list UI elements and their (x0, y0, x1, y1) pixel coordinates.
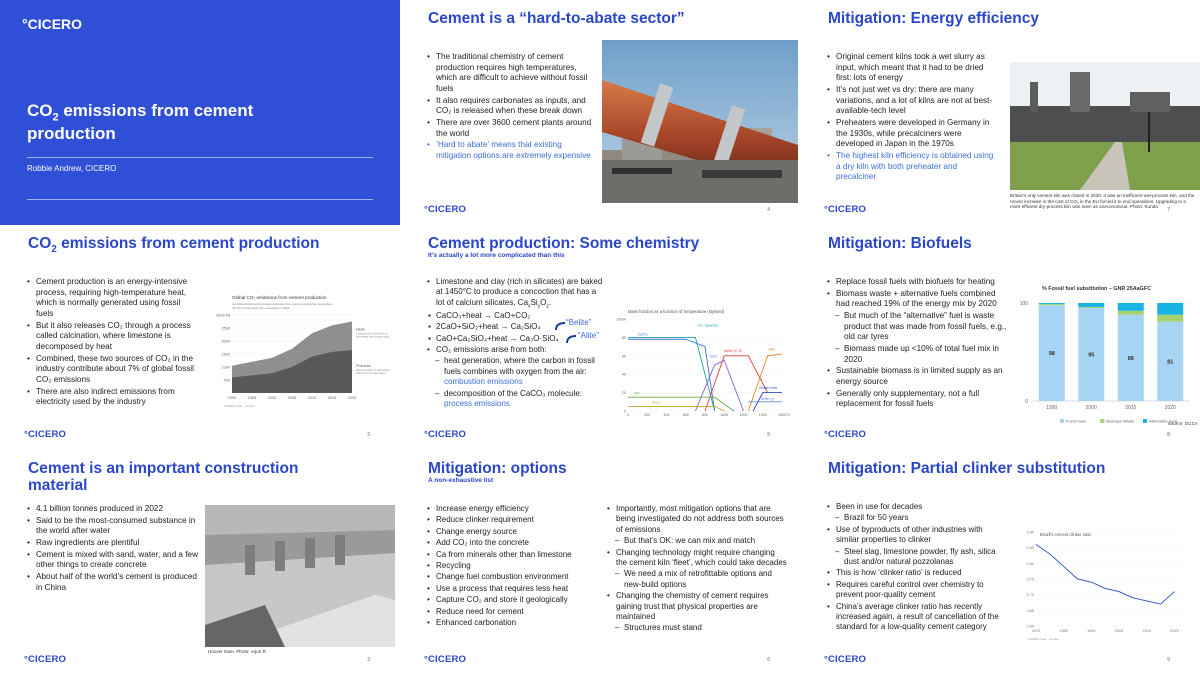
x-tick-label: 600 (682, 413, 689, 417)
bar-segment-biomass-waste (1157, 315, 1183, 322)
x-tick-label: 2005 (287, 396, 297, 400)
cicero-logo: °CICERO (424, 429, 467, 440)
cicero-logo: °CICERO (424, 654, 467, 665)
slide-title: Mitigation: Partial clinker substitution (828, 460, 1106, 477)
series-line (1036, 545, 1174, 605)
bullet: • Said to be the most-consumed substance in the world after water (27, 516, 199, 537)
series-line (628, 397, 734, 411)
bullet: • It’s not just wet vs dry: there are many variations, and a lot of kilns are not at best-available-tech level (827, 85, 999, 117)
y-tick-label: 20 (621, 391, 626, 396)
belite-bracket-icon (555, 321, 567, 331)
slide-biofuels[interactable] (800, 225, 1200, 450)
cicero-logo: °CICERO (824, 204, 867, 215)
rotary-kiln-photo (602, 40, 798, 203)
cover-divider-bottom (27, 199, 373, 200)
bullet: • Reduce clinker requirement (427, 515, 602, 525)
cicero-logo: °CICERO (424, 204, 467, 215)
y-tick-label: 0.80 (1026, 561, 1034, 566)
bullet: • It also requires carbonates as inputs, and CO₂ is released when these break down (427, 96, 599, 117)
legend-label: Biomass Waste (1106, 418, 1135, 424)
cover-author: Robbie Andrew, CICERO (27, 164, 117, 173)
y-tick-label: 0.65 (1026, 608, 1034, 613)
series-note-heat: Combustion of fuels and ot (356, 332, 387, 336)
sub-bullet: – heat generation, where the carbon in fossil fuels combines with oxygen from the air: combustion emissions (427, 356, 605, 387)
x-tick-label: 800 (702, 413, 708, 417)
sub-bullet: – But much of the “alternative” fuel is waste product that was made from fossil fuels, e.g., old car tyres (827, 311, 1007, 343)
bullet: • About half of the world’s cement is produced in China (27, 572, 199, 593)
slide-chemistry[interactable] (400, 225, 800, 450)
bullet: • Ca from minerals other than limestone (427, 550, 602, 560)
photo-caption: Hoover Dam. Photo: Arjun R (208, 649, 266, 654)
legend-label: Alternative fuels (1149, 418, 1178, 424)
series-label: CaCO₃ (637, 332, 649, 337)
y-tick-label: 1000 (221, 365, 230, 370)
alite-bracket-icon (566, 334, 578, 344)
cover-title: $CO_2$ emissions from cement production (27, 101, 254, 144)
bar-segment-alternative-fuels (1039, 303, 1065, 304)
data-label: 81 (1167, 359, 1174, 366)
page-number: 4 (767, 207, 770, 213)
sub-bullet: – decomposition of the CaCO₃ molecule: process emissions (427, 389, 605, 410)
mass-fraction-line-chart (612, 307, 796, 427)
x-tick-label: 1000 (720, 413, 729, 417)
chart-title: Global CO₂ emissions from cement production (232, 295, 327, 300)
bullet: • Biomass waste + alternative fuels combined had reached 19% of the energy mix by 2020 (827, 289, 1007, 310)
series-line (628, 339, 715, 411)
chart-title: Brazil's cement clinker ratio (1040, 532, 1091, 537)
bullet: • There are over 3600 cement plants around the world (427, 118, 599, 139)
bar-segment-biomass-waste (1039, 304, 1065, 305)
x-tick-label: 2020 (1170, 629, 1179, 633)
y-tick-label: 0.85 (1026, 546, 1034, 551)
bullet: • Recycling (427, 561, 602, 571)
page-number: 7 (1167, 207, 1170, 213)
bullet: • Combined, these two sources of CO₂ in the industry contribute about 7% of global fossil CO₂ emissions (27, 354, 199, 386)
y-tick-label: 2000 (221, 339, 230, 344)
bullet: • This is how ‘clinker ratio’ is reduced (827, 568, 999, 578)
y-tick-label: 0.90 (1026, 530, 1034, 535)
legend-swatch (1060, 419, 1064, 423)
series-label: Clinker melt (758, 385, 777, 390)
x-tick-label: 1990 (1087, 629, 1096, 633)
bar-segment-biomass-waste (1118, 311, 1144, 315)
cicero-logo: °CICERO (22, 16, 83, 32)
series-label: Belite (C₂S) (724, 349, 742, 354)
x-tick-label: 2000 (1114, 629, 1124, 633)
slide-title: Cement production: Some chemistry (428, 235, 700, 252)
x-axis-label: °C (786, 413, 791, 417)
x-tick-label: 2010 (1142, 629, 1151, 633)
photo-caption: Britain’s only cement kiln was closed in 2020. It was an inefficient wet-process kiln, and the recent increase in the cost of CO₂ in the EU forced it to end operations. Upgrading to a more efficient dry-process kiln was seen as uneconomical. Photo: Kunda (1010, 193, 1195, 210)
bullet: • Raw ingredients are plentiful (27, 538, 199, 549)
bar-segment-alternative-fuels (1118, 303, 1144, 311)
bullet: • Use of byproducts of other industries with similar properties to clinker (827, 525, 999, 546)
sub-bullet: – Biomass made up <10% of total fuel mix in 2020 (827, 344, 1007, 365)
bullet: • The highest kiln efficiency is obtained using a dry kiln with both preheater and precalciner (827, 151, 999, 183)
sub-bullet: – Structures must stand (607, 623, 787, 633)
x-tick-label: 1400 (758, 413, 767, 417)
slide-title: Cement is a “hard-to-abate sector” (428, 10, 685, 27)
bullet: • Increase energy efficiency (427, 504, 602, 514)
bar-segment-biomass-waste (1078, 307, 1104, 308)
bullet: • Requires careful control over chemistry to prevent poor-quality cement (827, 580, 999, 601)
page-number: 5 (767, 432, 770, 438)
slide-title: Mitigation: Biofuels (828, 235, 972, 252)
reaction-calcination: ▪ CaCO₃+heat → CaO+CO₂ (427, 311, 605, 321)
notes-list (607, 504, 787, 635)
bullet: • The traditional chemistry of cement production requires high temperatures, which are difficult to achieve without fossil fuels (427, 52, 599, 95)
series-label: CO₂ released (697, 323, 718, 328)
slide-title: Mitigation: Energy efficiency (828, 10, 1040, 27)
page-number: 6 (767, 657, 770, 663)
legend-swatch (1143, 419, 1147, 423)
reaction-belite: ▪ 2CaO+SiO₂+heat → Ca₂SiO₄ (427, 322, 605, 332)
bullet: • Limestone and clay (rich in silicates) are baked at 1450°C to produce a concoction that has a lot of calcium silicates, $Ca_xSi_yO_z$. (427, 277, 605, 310)
x-tick-label: 400 (663, 413, 670, 417)
slide-clinker-substitution[interactable] (800, 450, 1200, 675)
x-tick-label: 2020 (347, 396, 357, 400)
emissions-area-chart (202, 293, 394, 418)
chart-source: Source: GCCA (1167, 421, 1198, 426)
series-note-process: (CaCO₃) and other inputs (356, 372, 386, 375)
bullet: • Been in use for decades (827, 502, 999, 512)
slide-subtitle: It's actually a lot more complicated than this (428, 252, 565, 259)
legend-label: Fossil fuels (1066, 418, 1087, 424)
sub-bullet: – We need a mix of retrofittable options and new-build options (607, 569, 787, 590)
bullet: • Change energy source (427, 527, 602, 537)
bullet: • Sustainable biomass is in limited supply as an energy source (827, 366, 1007, 387)
bullet: • Generally only supplementary, not a full replacement for fossil fuels (827, 389, 1007, 410)
bullet: • There are also indirect emissions from electricity used by the industry (27, 387, 199, 408)
series-label: Al₂O₃ (652, 400, 661, 405)
sub-bullet: – Brazil for 50 years (827, 513, 999, 523)
x-tick-label: 1995 (247, 396, 257, 400)
y-tick-label: 100 (1019, 301, 1028, 307)
x-tick-label: 1600 (778, 413, 786, 417)
y-tick-label: 40 (621, 372, 626, 377)
series-label: Alite (768, 347, 776, 352)
series-note-process: Decomposition of carbonates (356, 369, 390, 372)
cover-divider-top (27, 157, 373, 158)
bullet: • Changing the chemistry of cement requires gaining trust that physical properties are maintained (607, 591, 787, 622)
bullet: • Cement production is an energy-intensive process, requiring high-temperature heat, which is normally generated using fossil fuels (27, 277, 199, 320)
y-tick-label: 500 (223, 378, 230, 383)
series-line (695, 360, 743, 411)
y-tick-label: 3000 Mt (216, 313, 230, 318)
slide-title: $CO_2$ emissions from cement production (28, 235, 320, 256)
x-tick-label: 2015 (327, 396, 337, 400)
bullet: • Add CO₂ into the concrete (427, 538, 602, 548)
chart-title: Mass fraction as a function of temperature (stylised) (628, 309, 725, 314)
bullet: • Enhanced carbonation (427, 618, 602, 628)
series-label: SiO₂ (633, 391, 641, 396)
cicero-logo: °CICERO (824, 429, 867, 440)
data-label: 95 (1088, 352, 1095, 359)
series-label-process: Process (356, 363, 371, 368)
data-label: 98 (1048, 350, 1055, 357)
slide-hard-to-abate[interactable] (400, 0, 800, 225)
x-tick-label: 2000 (267, 396, 277, 400)
bullet: • Original cement kilns took a wet slurry as input, which meant that it had to be dried first: lots of energy (827, 52, 999, 84)
x-tick-label: 1990 (227, 396, 237, 400)
options-list (427, 504, 602, 629)
x-tick-label: 1200 (739, 413, 748, 417)
slide-title: Mitigation: options (428, 460, 567, 477)
chart-subtitle: t 8.7% of total fossil CO₂ emissions in 2020 (232, 306, 290, 310)
bullet: • Capture CO₂ and store it geologically (427, 595, 602, 605)
x-tick-label: 1970 (1031, 629, 1041, 633)
bullet-list (27, 504, 199, 594)
chart-title: % Fossil fuel substitution – GNR 25AaGFC (1042, 286, 1152, 292)
bullet: • CO₂ emissions arise from both: (427, 345, 605, 355)
page-number: 8 (1167, 432, 1170, 438)
bullet: • Changing technology might require changing the cement kiln ‘fleet’, which could take decades (607, 548, 787, 569)
chart-source: CICERO data · source: ... (224, 404, 259, 408)
y-tick-label: 60 (621, 354, 626, 359)
bullet: • Reduce need for cement (427, 607, 602, 617)
bar-segment-alternative-fuels (1078, 303, 1104, 307)
bullet: • Replace fossil fuels with biofuels for heating (827, 277, 1007, 288)
page-number: 2 (367, 432, 370, 438)
bullet: • Preheaters were developed in Germany in the 1930s, while precalciners were developed in Japan in the 1970s (827, 118, 999, 150)
slide-co2-emissions[interactable] (0, 225, 400, 450)
x-tick-label: 1980 (1059, 629, 1068, 633)
chart-source: CICERO data · source: ... (1028, 637, 1063, 641)
bullet: • Use a process that requires less heat (427, 584, 602, 594)
x-tick-label: 200 (644, 413, 651, 417)
series-note-heat: her energy use (mostly coal) (356, 335, 389, 339)
y-tick-label: 1500 (221, 352, 230, 357)
legend-swatch (1100, 419, 1104, 423)
bullet: • But it also releases CO₂ through a process called calcination, where limestone is decomposed by heat (27, 321, 199, 353)
cicero-logo: °CICERO (24, 654, 67, 665)
bullet: • Importantly, most mitigation options that are being investigated do not address both sources of emissions (607, 504, 787, 535)
series-line (628, 406, 724, 411)
bar-segment-alternative-fuels (1157, 303, 1183, 315)
cicero-logo: °CICERO (824, 654, 867, 665)
bullet-list (27, 277, 199, 409)
bullet-list (827, 502, 999, 634)
series-line (748, 354, 782, 411)
y-tick-label: 0.60 (1026, 624, 1034, 629)
slide-energy-efficiency[interactable] (800, 0, 1200, 225)
y-tick-label: 2500 (221, 326, 230, 331)
x-tick-label: 2010 (307, 396, 317, 400)
page-number: 9 (1167, 657, 1170, 663)
x-tick-label: 2020 (1164, 405, 1176, 411)
hoover-dam-photo (205, 505, 395, 647)
y-tick-label: 0 (1025, 399, 1028, 405)
fuel-substitution-bar-chart (1012, 281, 1196, 431)
bullet-list (827, 52, 999, 184)
y-tick-label: 100% (616, 317, 626, 322)
x-tick-label: 2000 (1085, 405, 1097, 411)
bullet-list (427, 52, 599, 163)
page-number: 3 (367, 657, 370, 663)
series-label: Belite (γ) (760, 396, 775, 401)
y-tick-label: 80 (621, 335, 626, 340)
slide-mitigation-options[interactable] (400, 450, 800, 675)
chart-subtitle: Combined fossil and process emissions from cement production were abou (232, 302, 332, 306)
bullet-list (427, 277, 605, 410)
series-label: CaO (709, 354, 717, 359)
cicero-logo: °CICERO (24, 429, 67, 440)
sub-bullet: – But that’s OK: we can mix and match (607, 536, 787, 546)
slide-subtitle: A non-exhaustive list (428, 477, 494, 484)
bullet: • Cement is mixed with sand, water, and a few other things to create concrete (27, 550, 199, 571)
x-tick-label: 2010 (1125, 405, 1137, 411)
bullet-list (827, 277, 1007, 411)
sub-bullet: – Steel slag, limestone powder, fly ash, silica dust and/or natural pozzolanas (827, 547, 999, 568)
series-label-heat: Heat (356, 326, 365, 332)
data-label: 88 (1127, 355, 1134, 362)
bullet: • ‘Hard to abate’ means that existing mitigation options are extremely expensive (427, 140, 599, 161)
reaction-alite: ▪ CaO+Ca₂SiO₄+heat → Ca₃O·SiO₄ (427, 334, 605, 344)
bullet: • China’s average clinker ratio has recently increased again, a result of cancellation of the standard for a low-quality cement category (827, 602, 999, 633)
slide-cover[interactable] (0, 0, 400, 225)
alite-label: “Alite” (578, 331, 599, 340)
x-tick-label: 0 (627, 413, 629, 417)
y-tick-label: 0.70 (1026, 593, 1034, 598)
slide-title: Cement is an important construction material (28, 460, 299, 495)
slide-construction-material[interactable] (0, 450, 400, 675)
bullet: • Change fuel combustion environment (427, 572, 602, 582)
y-tick-label: 0 (623, 409, 626, 414)
y-tick-label: 0.75 (1026, 577, 1034, 582)
bullet: • 4.1 billion tonnes produced in 2022 (27, 504, 199, 515)
x-tick-label: 1990 (1046, 405, 1058, 411)
belite-label: “Belite” (566, 318, 592, 327)
cement-plant-photo (1010, 62, 1200, 190)
clinker-ratio-line-chart (1012, 522, 1196, 642)
